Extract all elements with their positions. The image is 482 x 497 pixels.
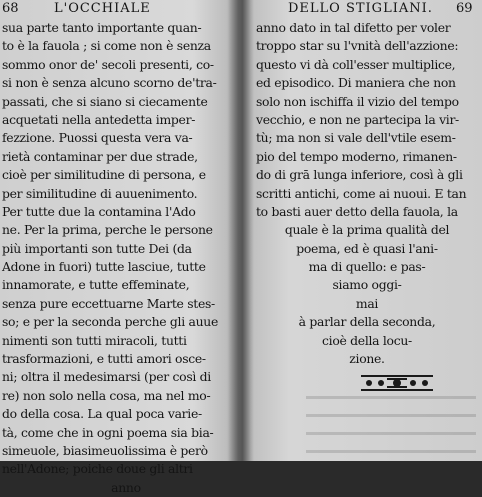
right-page-number: 69 [456, 1, 473, 16]
left-page [0, 0, 236, 495]
text-line: sua parte tanto importante quan- [2, 20, 202, 35]
text-line: ne. Per la prima, perche le persone [2, 222, 213, 238]
text-line: scritti antichi, come ai nuoui. E tan [256, 185, 467, 201]
text-line: nimenti son tutti miracoli, tutti [2, 332, 187, 348]
right-page-header [288, 1, 478, 17]
bleed-through-text [306, 414, 476, 417]
text-line: tù; ma non si vale dell'vtile esem- [256, 130, 456, 146]
text-line: si non è senza alcuno scorno de'tra- [2, 75, 217, 91]
text-line: to basti auer detto della fauola, la [256, 203, 458, 219]
text-line: solo non ischiffa il vizio del tempo [256, 93, 459, 109]
text-line: cioè per similitudine di persona, e [2, 167, 206, 183]
text-line: sommo onor de' secoli presenti, co- [2, 56, 214, 72]
right-running-head: DELLO STIGLIANI. [288, 1, 433, 16]
text-line: to è la fauola ; si come non è senza [2, 38, 211, 54]
text-line: troppo star su l'vnità dell'azzione: [256, 38, 459, 54]
text-line: nell'Adone; poiche doue gli altri [2, 461, 193, 477]
text-line: questo vi dà coll'esser multiplice, [256, 56, 456, 72]
text-line: tà, come che in ogni poema sia bia- [2, 424, 214, 440]
text-line: anno dato in tal difetto per voler [256, 20, 451, 35]
catchword: anno [2, 479, 141, 495]
text-line: zione. [349, 351, 385, 367]
text-line: ed episodico. Di maniera che non [256, 75, 456, 91]
bleed-through-text [306, 432, 476, 435]
text-line: so; e per la seconda perche gli auue [2, 314, 219, 330]
text-line: mai [355, 295, 379, 311]
bleed-through-text [306, 450, 476, 453]
text-line: trasformazioni, e tutti amori osce- [2, 351, 206, 367]
text-line: innamorate, e tutte effeminate, [2, 277, 190, 293]
text-line: do della cosa. La qual poca varie- [2, 406, 202, 422]
text-line: rietà contaminar per due strade, [2, 148, 198, 164]
right-page-body [256, 19, 478, 368]
text-line: à parlar della seconda, [298, 314, 436, 330]
text-line: do di grā lunga inferiore, così à gli [256, 167, 463, 183]
text-line: ni; oltra il medesimarsi (per così di [2, 369, 211, 385]
left-page-body [2, 19, 234, 497]
left-page-header [2, 1, 230, 17]
text-line: più importanti son tutte Dei (da [2, 240, 192, 256]
text-line: senza pure eccettuarne Marte stes- [2, 295, 215, 311]
text-line: per similitudine di auuenimento. [2, 185, 198, 201]
text-line: vecchio, e non ne partecipa la vir- [256, 111, 459, 127]
text-line: pio del tempo moderno, rimanen- [256, 148, 457, 164]
text-line: Per tutte due la contamina l'Ado [2, 203, 196, 219]
text-line: Adone in fuori) tutte lasciue, tutte [2, 259, 206, 275]
left-running-head: L'OCCHIALE [54, 1, 151, 16]
text-line: quale è la prima qualità del [284, 222, 450, 238]
text-line: poema, ed è quasi l'ani- [296, 240, 438, 256]
text-line: fezzione. Puossi questa vera va- [2, 130, 193, 146]
right-page [244, 0, 482, 461]
text-line: ma di quello: e pas- [308, 259, 426, 275]
text-line: simeuole, biasimeuolissima è però [2, 442, 208, 458]
text-line: passati, che si siano si ciecamente [2, 93, 208, 109]
text-line: cioè della locu- [322, 332, 412, 348]
bleed-through-text [306, 396, 476, 399]
left-page-number: 68 [2, 1, 19, 16]
ornament-icon [357, 372, 437, 394]
text-line: re) non solo nella cosa, ma nel mo- [2, 387, 211, 403]
text-line: siamo oggi- [332, 277, 402, 293]
text-line: acquetati nella antedetta imper- [2, 111, 196, 127]
